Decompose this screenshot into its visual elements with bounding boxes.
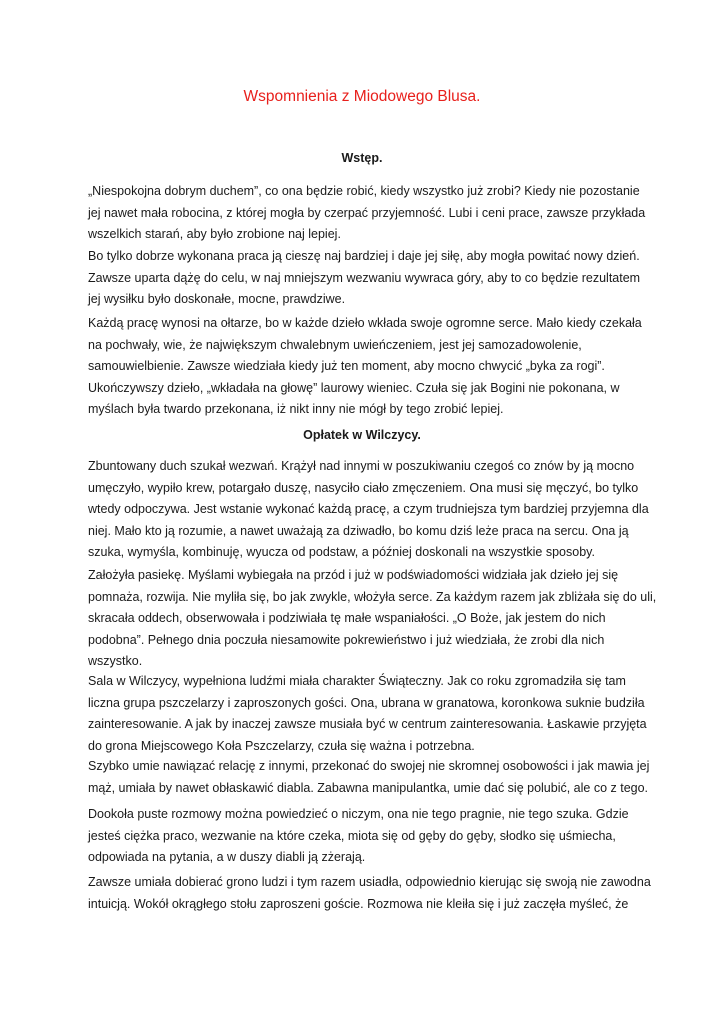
document-title: Wspomnienia z Miodowego Blusa.	[243, 88, 481, 105]
text-line: pomnaża, rozwija. Nie myliła się, bo jak zwykle, włożyła serce. Za każdym razem jak zbliżała się do uli,	[88, 589, 657, 604]
text-line: podobna”. Pełnego dnia poczuła niesamowite pokrewieństwo i już wiedziała, że zrobi dla nich	[88, 632, 605, 647]
text-line: do grona Miejscowego Koła Pszczelarzy, czuła się ważna i potrzebna.	[88, 738, 475, 753]
section-heading-wstep: Wstęp.	[341, 151, 383, 165]
text-line: jej wysiłku było doskonałe, mocne, prawdziwe.	[88, 292, 346, 307]
text-line: Zbuntowany duch szukał wezwań. Krążył nad innymi w poszukiwaniu czegoś co znów by ją mocno	[88, 459, 635, 473]
text-line: Każdą pracę wynosi na ołtarze, bo w każde dzieło wkłada swoje ogromne serce. Mało kiedy czekała	[88, 316, 642, 330]
paragraph	[88, 246, 648, 311]
text-line: wszelkich starań, aby było zrobione naj lepiej.	[88, 227, 341, 242]
text-line: Założyła pasiekę. Myślami wybiegała na przód i już w podświadomości widziała jak dzieło jej się	[88, 568, 619, 582]
text-line: „Niespokojna dobrym duchem”, co ona będzie robić, kiedy wszystko już zrobi? Kiedy nie pozostanie	[88, 184, 640, 198]
paragraph	[88, 313, 648, 421]
text-line: Ukończywszy dzieło, „wkładała na głowę” laurowy wieniec. Czuła się jak Bogini nie pokonana, w	[88, 380, 620, 395]
text-line: wszystko.	[88, 654, 143, 669]
section-heading-oplatek: Opłatek w Wilczycy.	[303, 428, 421, 442]
text-line: liczna grupa pszczelarzy i zaproszonych gości. Ona, ubrana w granatowa, koronkowa suknie budziła	[88, 695, 645, 710]
text-line: umęczyło, wypiło krew, potargało duszę, nasyciło ciało zmęczeniem. Ona musi się męczyć, bo tylko	[88, 480, 639, 495]
text-line: Szybko umie nawiązać relację z innymi, przekonać do swojej nie skromnej osobowości i jak mawia jej	[88, 759, 650, 773]
text-line: skracała oddech, obserwowała i podziwiała tę małe wspaniałości. „O Boże, jak jestem do nich	[88, 611, 606, 626]
text-line: myślach była twardo przekonana, iż nikt inny nie mógł by tego zrobić lepiej.	[88, 402, 504, 417]
text-line: niej. Mało kto ją rozumie, a nawet uważają za dziwadło, bo komu dziś leże praca na sercu. Ona ją	[88, 523, 629, 538]
text-line: Sala w Wilczycy, wypełniona ludźmi miała charakter Świąteczny. Jak co roku zgromadziła się tam	[88, 674, 626, 688]
text-line: Dookoła puste rozmowy można powiedzieć o niczym, ona nie tego pragnie, nie tego szuka. Gdzie	[88, 807, 629, 821]
paragraph	[88, 872, 651, 915]
paragraph	[88, 565, 657, 673]
paragraph	[88, 456, 648, 564]
text-line: szuka, wymyśla, kombinuję, wyucza od podstaw, a później doskonali na wszystkie sposoby.	[88, 545, 595, 560]
text-line: jej nawet mała robocina, z której mogła by czerpać przyjemność. Lubi i ceni prace, zawsze przykłada	[88, 205, 646, 220]
text-line: odpowiada na pytania, a w duszy diabli ją zżerają.	[88, 850, 366, 865]
text-line: Zawsze uparta dążę do celu, w naj mniejszym wezwaniu wywraca góry, aby to co będzie rezultatem	[88, 270, 641, 285]
text-line: intuicją. Wokół okrągłego stołu zaproszeni goście. Rozmowa nie kleiła się i już zaczęła myśleć, że	[88, 896, 629, 911]
paragraph	[88, 671, 648, 757]
text-line: wtedy odpoczywa. Jest wstanie wykonać każdą pracę, a czym trudniejsza tym bardziej przyjemna dla	[88, 502, 649, 517]
paragraph	[88, 804, 648, 869]
text-line: zainteresowanie. A jak by inaczej zawsze musiała być w centrum zainteresowania. Łaskawie przyjęta	[88, 717, 647, 732]
text-line: Bo tylko dobrze wykonana praca ją cieszę naj bardziej i daje jej siłę, aby mogła powitać nowy dzień.	[88, 249, 640, 263]
paragraph	[88, 756, 648, 799]
text-line: Zawsze umiała dobierać grono ludzi i tym razem usiadła, odpowiednio kierując się swoją nie zawodna	[88, 875, 651, 889]
text-line: mąż, umiała by nawet obłaskawić diabla. Zabawna manipulantka, umie dać się polubić, ale co z tego.	[88, 780, 649, 795]
text-line: samouwielbienie. Zawsze wiedziała kiedy już ten moment, aby mocno chwycić „byka za rogi”.	[88, 359, 605, 374]
paragraph	[88, 181, 648, 246]
text-line: jesteś ciężka praco, wezwanie na które czeka, miota się od gęby do gęby, słodko się uśmiecha,	[88, 828, 616, 843]
text-line: na pochwały, wie, że największym chwalebnym uwieńczeniem, jest jej samozadowolenie,	[88, 337, 582, 352]
